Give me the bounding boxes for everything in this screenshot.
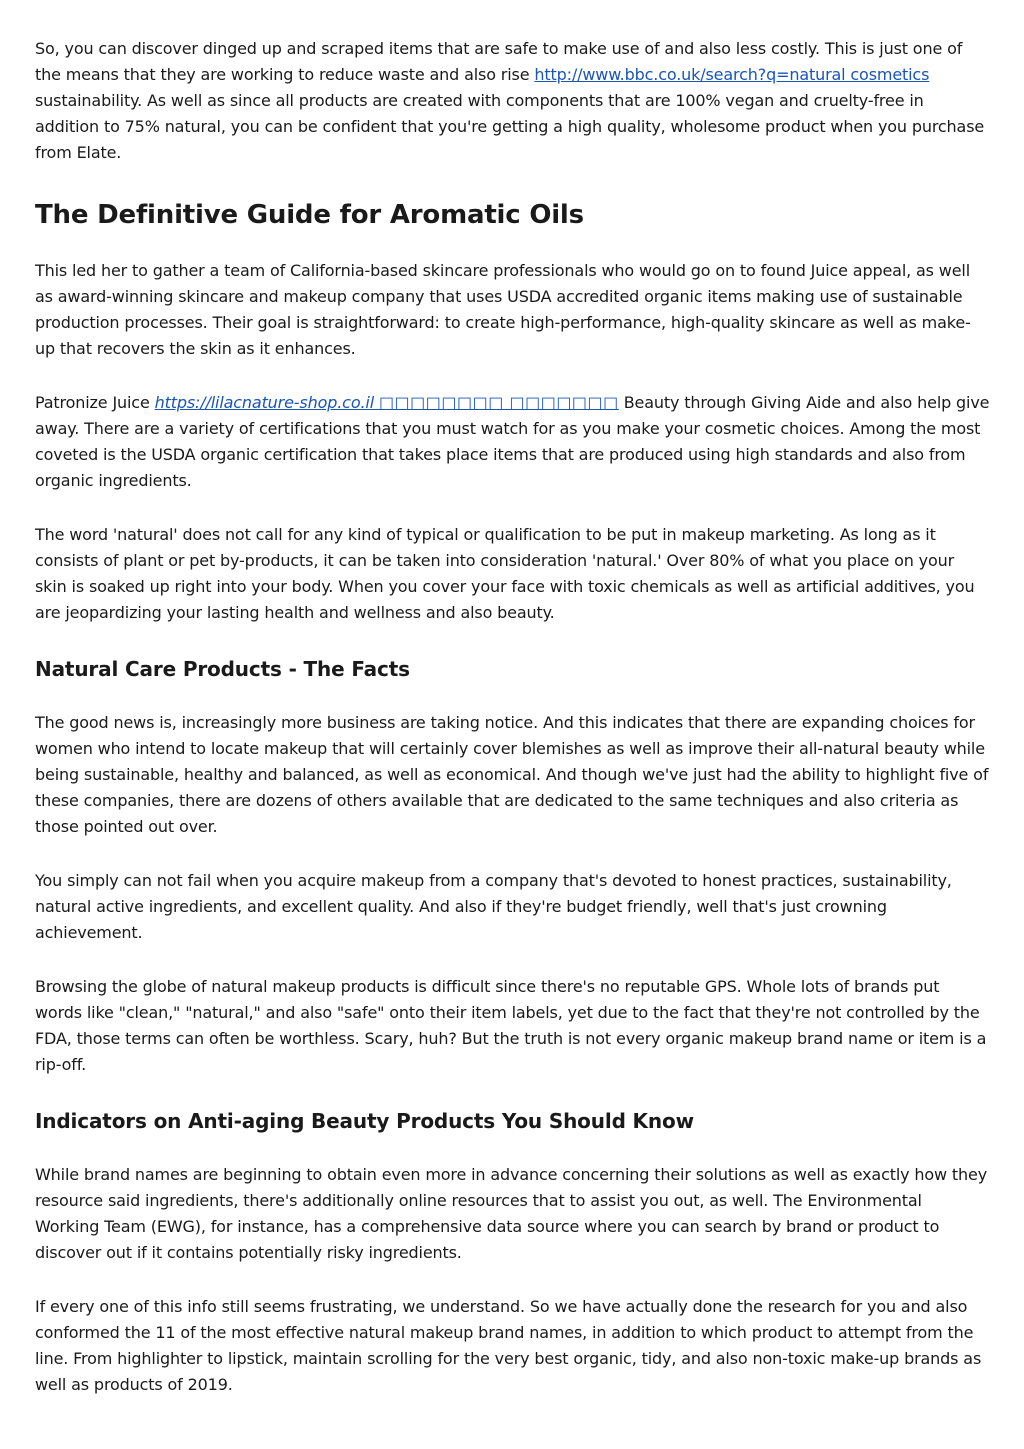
paragraph-patronize-text-1: Patronize Juice [35, 393, 155, 412]
bbc-search-link[interactable]: http://www.bbc.co.uk/search?q=natural cosmetics [534, 65, 930, 84]
paragraph-natural-word: The word 'natural' does not call for any kind of typical or qualification to be put in makeup marketing. As long as it consists of plant or pet by-products, it can be taken into consideration 'natural.' Over 80% of what you place on your skin is soaked up right into your body. When you cover your face with toxic chemicals as well as artificial additives, you are jeopardizing your lasting health and wellness and also beauty. [35, 525, 975, 622]
lilacnature-link-glyphs: □□□□□□□□ □□□□□□□ [378, 393, 619, 412]
paragraph-intro-text-1: So, you can discover dinged up and scraped items that are safe to make use of and also less costly. This is just one of the means that they are working to reduce waste and also rise [35, 39, 963, 84]
paragraph-patronize [35, 390, 990, 494]
heading-natural-care: Natural Care Products - The Facts [35, 657, 410, 681]
lilacnature-link[interactable] [155, 393, 619, 412]
paragraph-brand-names: While brand names are beginning to obtain even more in advance concerning their solutions as well as exactly how they resource said ingredients, there's additionally online resources that to assist you out, as well. The Environmental Working Team (EWG), for instance, has a comprehensive data source where you can search by brand or product to discover out if it contains potentially risky ingredients. [35, 1165, 988, 1262]
paragraph-simply: You simply can not fail when you acquire makeup from a company that's devoted to honest practices, sustainability, natural active ingredients, and excellent quality. And also if they're budget friendly, well that's just crowning achievement. [35, 871, 952, 942]
paragraph-patronize-text-2: Beauty through Giving Aide and also help give away. There are a variety of certifications that you must watch for as you make your cosmetic choices. Among the most coveted is the USDA organic certification that takes place items that are produced using high standards and also from organic ingredients. [35, 393, 990, 490]
paragraph-frustrating: If every one of this info still seems frustrating, we understand. So we have actually done the research for you and also conformed the 11 of the most effective natural makeup brand names, in addition to which product to attempt from the line. From highlighter to lipstick, maintain scrolling for the very best organic, tidy, and also non-toxic make-up brands as well as products of 2019. [35, 1297, 982, 1394]
paragraph-intro-text-2: sustainability. As well as since all products are created with components that are 100% vegan and cruelty-free in addition to 75% natural, you can be confident that you're getting a high quality, wholesome product when you purchase from Elate. [35, 91, 985, 162]
paragraph-juice-team: This led her to gather a team of California-based skincare professionals who would go on to found Juice appeal, as well as award-winning skincare and makeup company that uses USDA accredited organic items making use of sustainable production processes. Their goal is straightforward: to create high-performance, high-quality skincare as well as make-up that recovers the skin as it enhances. [35, 261, 971, 358]
heading-definitive-guide: The Definitive Guide for Aromatic Oils [35, 200, 584, 230]
paragraph-browsing: Browsing the globe of natural makeup products is difficult since there's no reputable GPS. Whole lots of brands put words like "clean," "natural," and also "safe" onto their item labels, yet due to the fact that they're not controlled by the FDA, those terms can often be worthless. Scary, huh? But the truth is not every organic makeup brand name or item is a rip-off. [35, 977, 987, 1074]
paragraph-intro [35, 36, 990, 166]
paragraph-good-news: The good news is, increasingly more business are taking notice. And this indicates that there are expanding choices for women who intend to locate makeup that will certainly cover blemishes as well as improve their all-natural beauty while being sustainable, healthy and balanced, as well as economical. And though we've just had the ability to highlight five of these companies, there are dozens of others available that are dedicated to the same techniques and also criteria as those pointed out over. [35, 713, 989, 836]
heading-indicators: Indicators on Anti-aging Beauty Products You Should Know [35, 1109, 694, 1133]
lilacnature-link-url: https://lilacnature-shop.co.il [154, 393, 374, 412]
